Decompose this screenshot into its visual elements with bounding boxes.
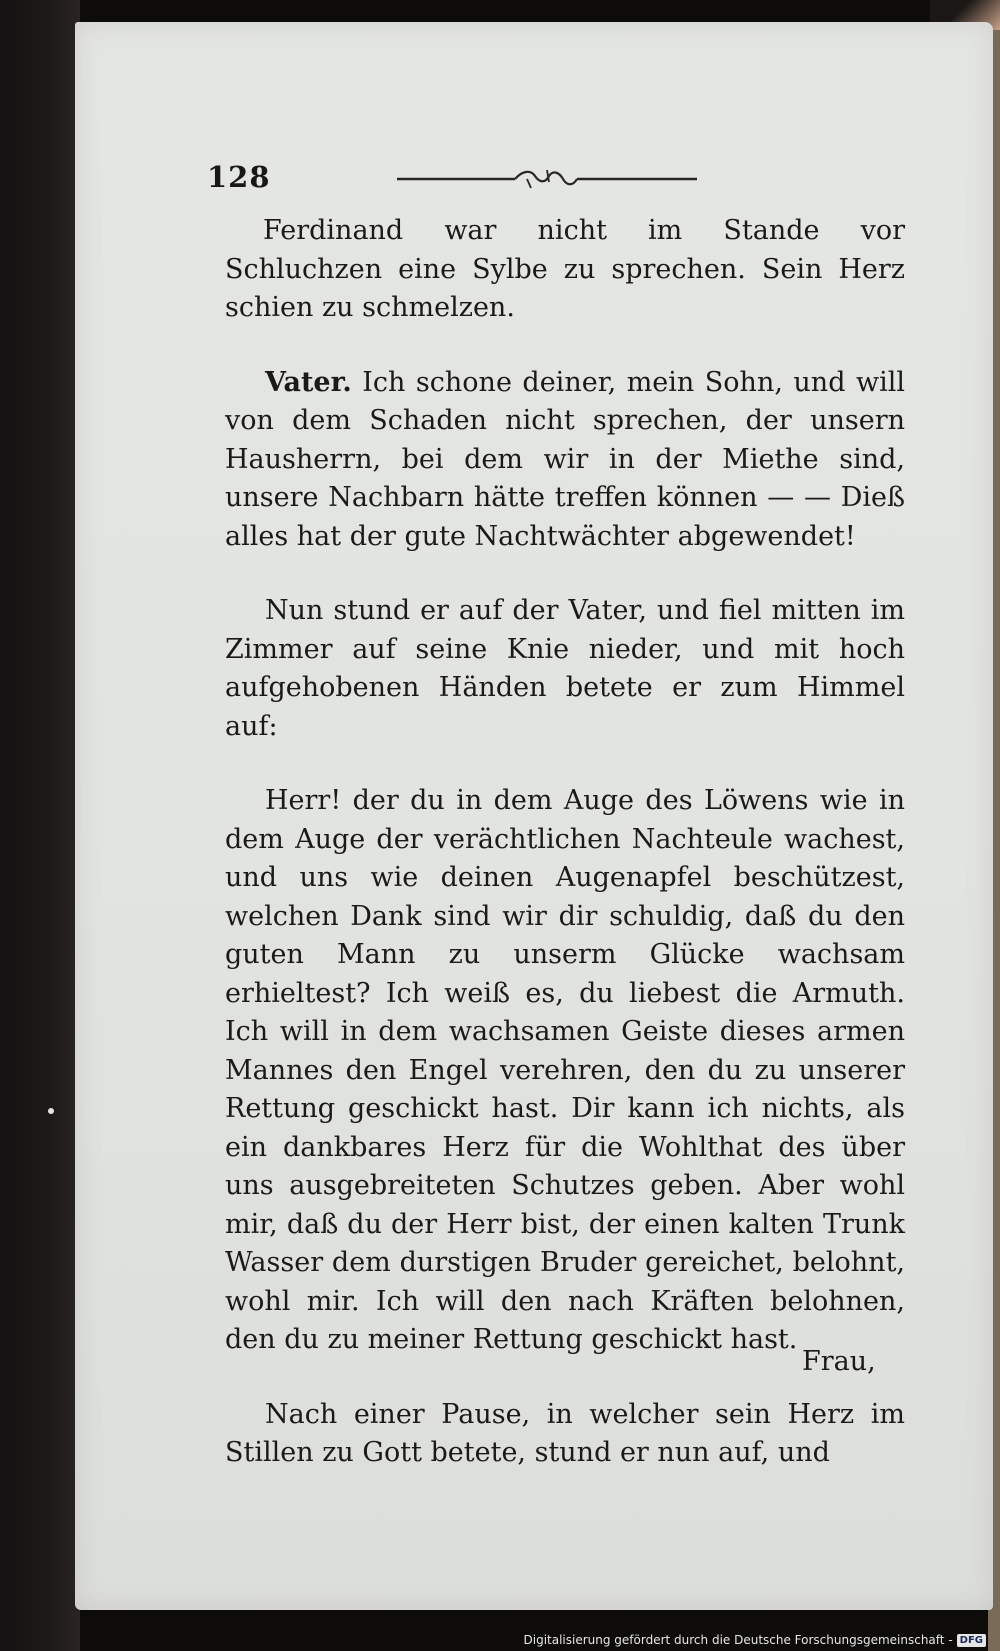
page-number: 128 (207, 160, 271, 194)
paragraph-text: Herr! der du in dem Auge des Löwens wie in dem Auge der verächtlichen Nachteule wachest, und uns wie deinen Augenapfel beschützest, welchen Dank sind wir dir schuldig, daß du den guten Mann zu unserm Glücke wachsam erhieltest? Ich weiß es, du liebest die Armuth. Ich will in dem wachsamen Geiste dieses armen Mannes den Engel verehren, den du zu unserer Rettung geschickt hast. Dir kann ich nichts, als ein dankbares Herz für die Wohlthat des über uns ausgebreiteten Schutzes geben. Aber wohl mir, daß du der Herr bist, der einen kalten Trunk Wasser dem durstigen Bruder gereichet, belohnt, wohl mir. Ich will den nach Kräften belohnen, den du zu meiner Rettung geschickt hast. (225, 785, 905, 1355)
paragraph-text: Ferdinand war nicht im Stande vor Schluchzen eine Sylbe zu sprechen. Sein Herz schien zu schmelzen. (225, 215, 905, 323)
paragraph-text: Ich schone deiner, mein Sohn, und will von dem Schaden nicht sprechen, der unsern Hausherrn, bei dem wir in der Miethe sind, unsere Nachbarn hätte treffen können — — Dieß alles hat der gute Nachtwächter abgewendet! (225, 366, 905, 552)
paragraph (225, 1396, 905, 1473)
paragraph (225, 592, 905, 746)
paragraph (225, 212, 905, 328)
digitization-credit (524, 1633, 987, 1647)
paragraph (225, 364, 905, 557)
credit-text: Digitalisierung gefördert durch die Deutsche Forschungsgemeinschaft - (523, 1633, 953, 1647)
header-ornament-icon (397, 166, 697, 192)
paragraph-text: Nun stund er auf der Vater, und fiel mitten im Zimmer auf seine Knie nieder, und mit hoch aufgehobenen Händen betete er zum Himmel auf: (225, 595, 905, 742)
scan-artifact-dot (48, 1108, 54, 1114)
body-text (225, 212, 905, 1473)
speaker-label: Vater. (265, 366, 352, 398)
scan-background-left (0, 0, 80, 1651)
catchword: Frau, (802, 1346, 876, 1377)
paragraph (225, 782, 905, 1360)
paragraph-text: Nach einer Pause, in welcher sein Herz im Stillen zu Gott betete, stund er nun auf, und (225, 1398, 905, 1468)
page-header (207, 160, 707, 200)
dfg-logo-icon: DFG (957, 1634, 986, 1647)
